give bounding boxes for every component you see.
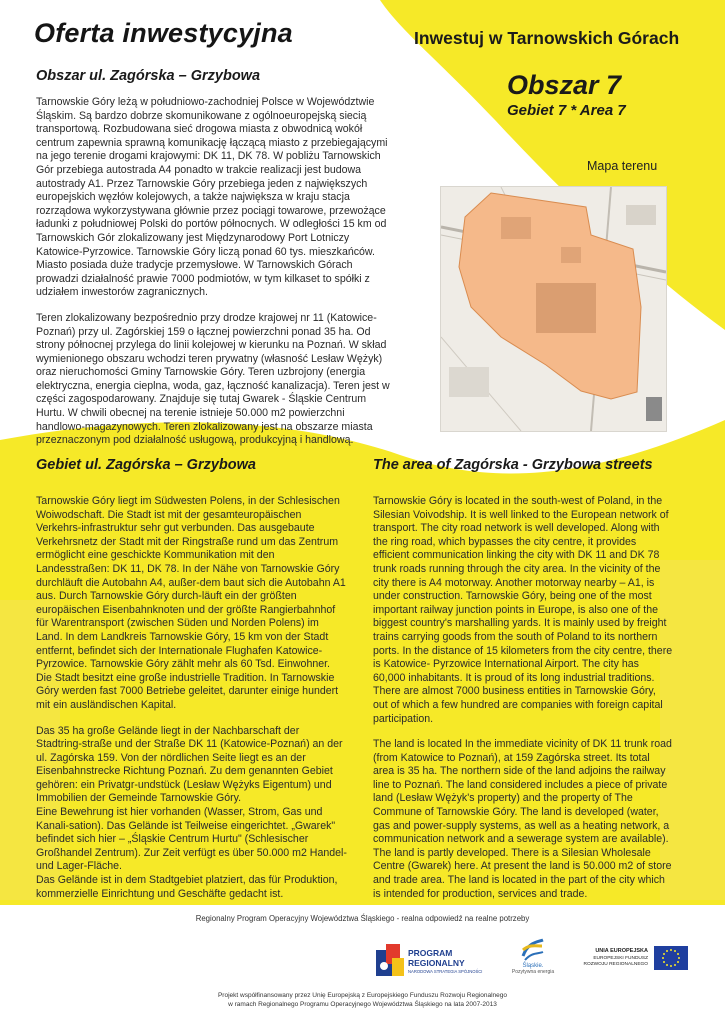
english-description: [373, 495, 673, 913]
eu-line1: UNIA EUROPEJSKA: [595, 948, 648, 954]
terrain-map: [440, 186, 667, 432]
german-paragraph-1: Tarnowskie Góry liegt im Südwesten Polens, in der Schlesischen Woiwodschaft. Die Stadt ist mit der gesamteuropäischen Verkehrs-infrastruktur sehr gut verbunden. Das ausgebaute Verkehrsnetz der Stadt mit der Ringstraße rund um das Zentrum ermöglicht eine geschickte Kommunikation mit den Landesstraßen: DK 11, DK 78. In der Nähe von Tarnowskie Góry durchläuft die Autobahn A4, außer-dem baut sich die Autobahn A1 aus. Durch Tarnowskie Góry durch-läuft ein der größten europäischen Eisenbahnknoten und der größte Rangierbahnhof für Warentransport (zwischen Süden und Norden Polens) im Land. In dem Landkreis Tarnowskie Góry, 15 km von der Stadt entfernt, befindet sich der Internationale Flughafen Katowice-Pyrzowice. Tarnowskie Góry zählt mehr als 60 Tsd. Einwohner. Die Stadt besitzt eine große industrielle Tradition. In Tarnowskie Góry werden fast 7000 Betriebe geleitet, darunter einige hundert mit ein ausländischen Kapital.: [36, 495, 346, 711]
eu-line3: ROZWOJU REGIONALNEGO: [583, 962, 648, 967]
footer-logos: [0, 934, 725, 986]
polish-paragraph-2: Teren zlokalizowany bezpośrednio przy drodze krajowej nr 11 (Katowice-Poznań) przy ul. Zagórskiej 159 o łącznej powierzchni ponad 35 ha. Od strony północnej przylega do linii kolejowej w kierunku na Poznań. W skład wymienionego obszaru wchodzi teren prywatny (własność Lesław Wężyk) oraz nieruchomości Gminy Tarnowskie Góry. Teren uzbrojony (energia elektryczna, energia cieplna, woda, gaz, łączność kanalizacja). Teren jest w części zagospodarowany. Znajduje się tutaj Gwarek - Śląskie Centrum Hurtu. W chwili obecnej na terenie istnieje 50.000 m2 powierzchni handlowo-magazynowych. Teren zlokalizowany jest na obszarze miasta przeznaczonym pod działalność usługową, produkcyjną i handlową.: [36, 311, 390, 447]
polish-section-title: Obszar ul. Zagórska – Grzybowa: [36, 68, 261, 84]
program-regionalny-line3: NARODOWA STRATEGIA SPÓJNOŚCI: [408, 969, 483, 974]
english-paragraph-1: Tarnowskie Góry is located in the south-west of Poland, in the Silesian Voivodship. It is well linked to the European network of transport. The city road network is well developed. Along with the ring road, which bypasses the city centre, it provides efficient communication linking the city with DK 11 and DK 78 trunk roads running through the city area. In the vicinity of the city there is A4 motorway. Another motorway nearby – A1, is under construction. Tarnowskie Góry, being one of the most important railway junction points in Europe, is also one of the biggest country's marshalling yards. It is mainly used by freight trains carrying goods from the south of Poland to its northern ports. In the distance of 15 kilometers from the city centre, there is Katowice- Pyrzowice International Airport. The city has 60,000 inhabitants. It is proud of its long industrial traditions. There are almost 7000 business entities in Tarnowskie Góry, out of which a few hundred are companies with foreign capital participation.: [373, 495, 673, 725]
eu-line2: EUROPEJSKI FUNDUSZ: [593, 956, 648, 961]
page-title: Oferta inwestycyjna: [34, 18, 293, 48]
program-regionalny-logo: [376, 942, 496, 980]
slaskie-line2: Pozytywna energia: [511, 969, 555, 975]
eu-logo: [583, 944, 688, 980]
footer-cofinancing-note: [0, 991, 725, 1009]
terrain-map-drawing: [441, 187, 666, 431]
program-regionalny-line2: REGIONALNY: [408, 958, 465, 968]
german-section-title: Gebiet ul. Zagórska – Grzybowa: [36, 457, 256, 473]
polish-paragraph-1: Tarnowskie Góry leżą w południowo-zachodniej Polsce w Województwie Śląskim. Są bardzo dobrze skomunikowane z ogólnoeuropejską siecią transportową. Rozbudowana sieć drogowa miasta z obwodnicą wokół centrum zapewnia sprawną komunikację łączącą miasto z przebiegającymi na jego terenie drogami krajowymi: DK 11, DK 78. W pobliżu Tarnowskich Gór przebiega autostrada A4 ponadto w trakcie realizacji jest budowa autostrady A1. Przez Tarnowskie Góry przebiega jeden z największych europejskich węzłów kolejowych, a także największa w kraju stacja rozrządowa wykorzystywana głównie przez pociągi towarowe, przewożące ładunki z południowej Polski do portów północnych. W odległości 15 km od Tarnowskich Gór zlokalizowany jest Międzynarodowy Port Lotniczy Katowice-Pyrzowice. Tarnowskie Góry liczą ponad 60 tys. mieszkańców. Miasto posiada duże tradycje przemysłowe. W Tarnowskich Górach prowadzi działalność prawie 7000 podmiotów, w tym kilkaset to spółki z udziałem inwestorów zagranicznych.: [36, 96, 388, 299]
footer-bottom-line1: Projekt współfinansowany przez Unię Europejską z Europejskiego Funduszu Rozwoju Regionalnego: [217, 992, 508, 999]
program-regionalny-line1: PROGRAM: [408, 948, 453, 958]
english-paragraph-2: The land is located In the immediate vicinity of DK 11 trunk road (from Katowice to Poznań), at 159 Zagórska street. Its total area is 35 ha. The northern side of the land adjoins the railway line to Poznań. The land considered includes a piece of private land (Lesław Wężyk's property) and the property of The Commune of Tarnowskie Góry. The land is developed (water, gas and power-supply systems, as well as a heating network, a communication network and a sewerage system are available). The land is partly developed. There is a Silesian Wholesale Centre (Gwarek) here. At present the land is 50.000 m2 of store and trade area. The land is located in the part of the city which is intended for production, services and trade.: [373, 738, 672, 900]
program-regionalny-emblem-icon: [376, 944, 406, 978]
footer-bottom-line2: w ramach Regionalnego Programu Operacyjnego Województwa Śląskiego na lata 2007-2013: [228, 1001, 497, 1008]
slaskie-line1: Śląskie.: [522, 963, 544, 969]
footer-slogan: Regionalny Program Operacyjny Województwa Śląskiego - realna odpowiedź na realne potrzeby: [195, 914, 530, 923]
german-description: [36, 495, 348, 913]
slaskie-logo: [508, 936, 558, 986]
polish-description: [36, 96, 391, 460]
map-label: Mapa terenu: [587, 159, 658, 173]
area-subtitle: Gebiet 7 * Area 7: [507, 102, 626, 119]
german-paragraph-2: Das 35 ha große Gelände liegt in der Nachbarschaft der Stadtring-straße und der Straße DK 11 (Katowice-Poznań) an der ul. Zagórska 159. Von der nördlichen Seite liegt es an der Eisenbahnstrecke Richtung Poznań. Zu dem genannten Gebiet gehören: ein Privatgr-undstück (Lesław Wężyks Eigentum) und Immobilien der Gemeinde Tarnowskie Góry. Eine Bewehrung ist hier vorhanden (Wasser, Strom, Gas und Kanali-sation). Das Gelände ist Teilweise eingerichtet. „Gwarek" befindet sich hier – „Śląskie Centrum Hurtu" (Schlesischer Großhandel Zentrum). Zur Zeit verfügt es über 50.000 m2 Handel- und Lager-Fläche. Das Gelände ist in dem Stadtgebiet platziert, das für Produktion, kommerzielle Einrichtung und Geschäfte gedacht ist.: [36, 724, 347, 900]
english-section-title: The area of Zagórska - Grzybowa streets: [373, 457, 653, 473]
area-title: Obszar 7: [507, 70, 622, 100]
slaskie-emblem-icon: [520, 936, 546, 962]
header-slogan: Inwestuj w Tarnowskich Górach: [414, 28, 680, 48]
eu-flag-icon: [654, 946, 688, 970]
